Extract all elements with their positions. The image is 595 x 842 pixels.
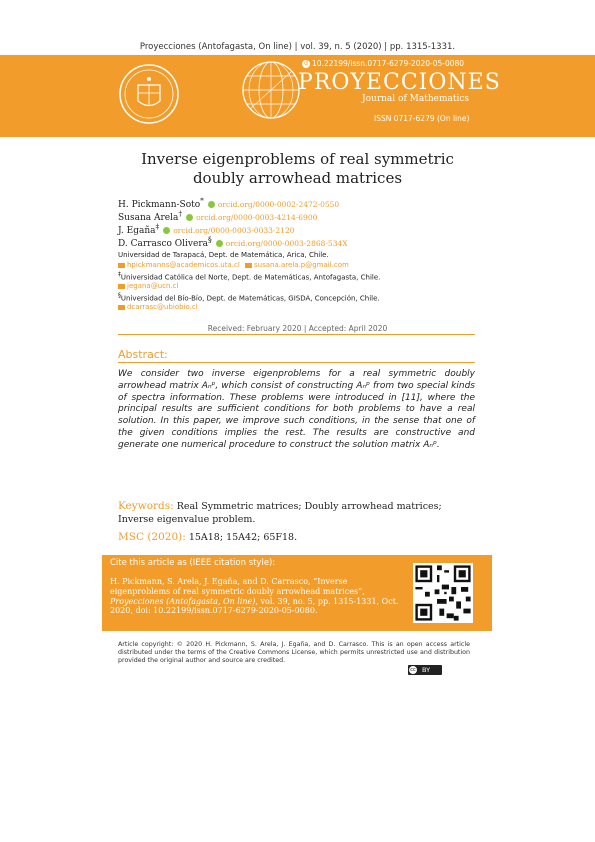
- email-link[interactable]: susana.arela.p@gmail.com: [254, 261, 349, 269]
- author-name: J. Egaña: [118, 226, 156, 236]
- title-line-2: doubly arrowhead matrices: [192, 169, 403, 187]
- journal-banner: [0, 55, 595, 137]
- abstract-body: We consider two inverse eigenproblems for a real symmetric doubly arrowhead matrix Aₙᵖ, which consist of constructing Aₙᵖ from two special kinds of spectra information. These problems were introduced in [11], where the principal results are sufficient conditions for both problems to have a real solution. In this paper, we improve such conditions, in the sense that one of the given conditions implies the rest. The results are constructive and generate one numerical procedure to construct the solution matrix Aₙᵖ.: [118, 369, 475, 450]
- affiliation-3: [118, 293, 380, 302]
- author-sup: §: [208, 235, 212, 244]
- globe-grid-icon: [240, 59, 302, 121]
- paper-title: [60, 150, 535, 188]
- doi-line[interactable]: [302, 59, 464, 68]
- affiliation-2-mail: [118, 282, 178, 290]
- issn: ISSN 0717-6279 (On line): [374, 114, 470, 123]
- author-4: [118, 235, 348, 249]
- msc-label: MSC (2020):: [118, 531, 186, 543]
- orcid-link[interactable]: orcid.org/0000-0003-0033-2120: [173, 226, 295, 235]
- journal-name: PROYECCIONES: [298, 70, 501, 95]
- keywords-text: Real Symmetric matrices; Doubly arrowhead matrices; Inverse eigenvalue problem.: [118, 501, 442, 525]
- mail-icon: [118, 263, 125, 268]
- author-sup: *: [200, 196, 204, 205]
- orcid-link[interactable]: orcid.org/0000-0003-2868-534X: [225, 239, 348, 248]
- cc-by-badge[interactable]: [408, 665, 442, 675]
- email-link[interactable]: jegana@ucn.cl: [127, 282, 179, 290]
- author-name: Susana Arela: [118, 213, 179, 223]
- citation-box: [102, 555, 492, 631]
- orcid-link[interactable]: orcid.org/0000-0002-2472-0550: [217, 200, 340, 209]
- abstract-heading: Abstract:: [118, 348, 168, 361]
- qr-code-icon[interactable]: [413, 563, 473, 623]
- citation-authors-title: H. Pickmann, S. Arela, J. Egaña, and D. Carrasco, “Inverse eigenproblems of real symmetric doubly arrowhead matrices”,: [110, 577, 365, 596]
- affiliation-1: Universidad de Tarapacá, Dept. de Matemática, Arica, Chile.: [118, 251, 329, 259]
- mail-icon: [118, 305, 125, 310]
- title-line-1: Inverse eigenproblems of real symmetric: [141, 150, 454, 168]
- affiliation-2: [118, 272, 380, 281]
- license-notice: Article copyright: © 2020 H. Pickmann, S. Arela, J. Egaña, and D. Carrasco. This is an open access article distributed under the terms of the Creative Commons License, which permits unrestricted use and distribution provided the original author and source are credited.: [118, 641, 470, 664]
- citation-heading: Cite this article as (IEEE citation style):: [110, 558, 276, 568]
- orcid-icon: [216, 240, 223, 247]
- university-seal-icon: [118, 63, 180, 125]
- citation-details: , vol. 39, no. 5, pp. 1315-1331, Oct. 2020, doi: 10.22199/issn.0717-6279-2020-05-0080.: [110, 596, 399, 616]
- author-2: [118, 209, 317, 223]
- running-head: Proyecciones (Antofagasta, On line) | vol. 39, n. 5 (2020) | pp. 1315-1331.: [139, 42, 456, 52]
- author-sup: †: [178, 209, 183, 218]
- divider: [118, 334, 475, 335]
- affiliation-text: Universidad del Bío-Bío, Dept. de Matemáticas, GISDA, Concepción, Chile.: [120, 294, 380, 303]
- orcid-icon: [208, 201, 215, 208]
- email-link[interactable]: dcarrasc@ubiobio.cl: [127, 303, 198, 311]
- keywords: [118, 500, 475, 526]
- cc-icon: cc: [410, 667, 416, 673]
- author-name: H. Pickmann-Soto: [118, 200, 201, 210]
- citation-text: [110, 577, 400, 616]
- citation-journal: Proyecciones (Antofagasta, On line): [110, 596, 256, 606]
- mail-icon: [118, 284, 125, 289]
- doi-icon: d: [302, 60, 310, 68]
- keywords-label: Keywords:: [118, 500, 174, 512]
- msc-text: 15A18; 15A42; 65F18.: [188, 532, 298, 543]
- affiliation-3-mail: [118, 303, 198, 311]
- affiliation-text: Universidad Católica del Norte, Dept. de Matemáticas, Antofagasta, Chile.: [120, 273, 381, 282]
- affiliation-1-mails: [118, 261, 349, 269]
- received-accepted: Received: February 2020 | Accepted: April 2020: [207, 324, 388, 333]
- doi-text[interactable]: 10.22199/issn.0717-6279-2020-05-0080: [312, 59, 465, 68]
- orcid-icon: [186, 214, 193, 221]
- journal-subtitle: Journal of Mathematics: [362, 94, 470, 104]
- msc-classification: [118, 531, 297, 543]
- mail-icon: [245, 263, 252, 268]
- orcid-link[interactable]: orcid.org/0000-0003-4214-6900: [196, 213, 318, 222]
- cc-by-label: BY: [422, 666, 431, 674]
- email-link[interactable]: hpickmanns@academicos.uta.cl: [127, 261, 240, 269]
- divider: [118, 362, 475, 363]
- affiliation-sup: §: [118, 293, 121, 299]
- author-3: [118, 222, 295, 236]
- author-1: [118, 196, 339, 210]
- orcid-icon: [163, 227, 170, 234]
- author-name: D. Carrasco Olivera: [118, 239, 208, 249]
- author-sup: ‡: [155, 222, 160, 231]
- affiliation-sup: ‡: [118, 272, 121, 278]
